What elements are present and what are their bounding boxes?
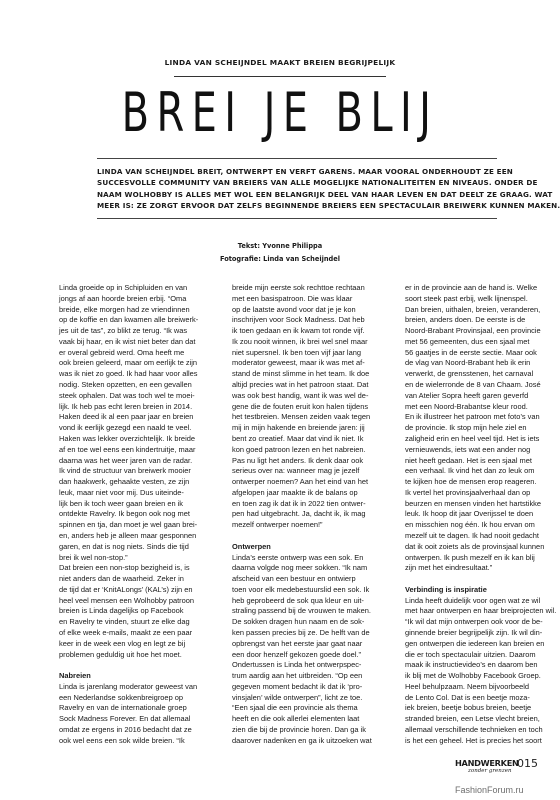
body-line: op de laatste avond voor dat je je kon bbox=[232, 304, 356, 314]
body-line: moderator geweest, maar ik was met af- bbox=[232, 358, 365, 368]
body-line: ik toen gedaan en ik kwam tot ronde vijf. bbox=[232, 326, 365, 336]
body-line: zien die bij de provincie horen. Dan ga ik bbox=[232, 725, 366, 735]
intro-line: NAAM WOLHOBBY IS ALLES MET WOL EEN BELANGRIJK DEEL VAN HAAR LEVEN EN DAT DEELT ZE GRAAG. WAT bbox=[97, 189, 553, 199]
body-line: er overal gebreid werd. Oma heeft me bbox=[59, 347, 185, 357]
body-line: altijd precies wat in het patroon staat. Dat bbox=[232, 380, 369, 390]
body-line: ontwerpen. Ik push mezelf en ik kan blij bbox=[405, 552, 535, 562]
body-line: mezelf ontwerper noemen!” bbox=[232, 520, 323, 530]
body-line: ken passen precies bij ze. De helft van de bbox=[232, 627, 370, 637]
body-line: Linda groeide op in Schipluiden en van bbox=[59, 283, 188, 292]
body-line: garen, en dat is nog niets. Sinds die tijd bbox=[59, 541, 189, 551]
body-line: omdat ze ergens in 2016 bedacht dat ze bbox=[59, 725, 192, 735]
body-line: pen had uitgebracht. Ja, dacht ik, ik mag bbox=[232, 509, 366, 519]
body-line: afgelopen jaar maakte ik de balans op bbox=[232, 487, 358, 497]
body-line: heb geprobeerd de sok qua kleur en uit- bbox=[232, 595, 364, 605]
body-line: met een basispatroon. Die was klaar bbox=[232, 293, 353, 303]
body-line: daarna was het weer jaren van de radar. bbox=[59, 455, 193, 465]
intro-line: LINDA VAN SCHEIJNDEL BREIT, ONTWERPT EN VERFT GARENS. MAAR VOORAL ONDERHOUDT ZE EEN bbox=[97, 167, 513, 176]
body-line: daarover nadenken en ga ik uitzoeken wat bbox=[232, 735, 372, 745]
body-column-3 bbox=[405, 283, 555, 747]
body-line: een Nederlandse sokkenbreigroep op bbox=[59, 692, 184, 702]
body-line: breide, elke morgen had ze vriendinnen bbox=[59, 304, 190, 314]
body-line: keer in de week een vlog en legt ze bij bbox=[59, 638, 186, 648]
body-line: Linda is jarenlang moderator geweest van bbox=[59, 681, 198, 691]
body-line: trum aardig aan het uitbreiden. “Op een bbox=[232, 671, 363, 681]
body-column-1 bbox=[59, 283, 209, 747]
body-line: allemaal verschillende technieken en toch bbox=[405, 725, 543, 735]
credits bbox=[0, 240, 560, 266]
body-line: gen ontwerpen die iedereen kan breien en bbox=[405, 638, 545, 648]
paragraph-gap bbox=[232, 531, 382, 542]
section-heading: Ontwerpen bbox=[232, 541, 271, 551]
body-line: stand de minst slimme in het team. Ik doe bbox=[232, 369, 370, 379]
body-column-2 bbox=[232, 283, 382, 747]
body-line: af en toe wel eens een kindertruitje, maar bbox=[59, 444, 196, 454]
article-title: BREI JE BLIJ bbox=[121, 81, 439, 144]
body-line: toen voor elk medebestuurslid een sok. Ik bbox=[232, 584, 370, 594]
body-line: Linda heeft duidelijk voor ogen wat ze wil bbox=[405, 595, 541, 605]
body-line: afscheid van een bestuur en ontwierp bbox=[232, 574, 356, 584]
body-line: en toen zag ik dat ik in 2022 tien ontwer- bbox=[232, 498, 366, 508]
body-line: met haar ontwerpen en haar breiprojecten wil. bbox=[405, 606, 557, 616]
body-line: verwerkt, de grensstenen, het carnaval bbox=[405, 369, 534, 379]
body-line: op de koffie en dan kwamen alle breiwerk- bbox=[59, 315, 199, 325]
body-line: dat ik ooit zoiets als de provinsjaal kunnen bbox=[405, 541, 545, 551]
body-line: lijk ben ik toch weer gaan breien en ik bbox=[59, 498, 184, 508]
body-line: en de wielerronde de 8 van Chaam. José bbox=[405, 380, 541, 390]
body-line: vaak bij haar, en ik wist niet beter dan dat bbox=[59, 336, 196, 346]
kicker-underline bbox=[174, 76, 386, 77]
body-line: mezelf uit te dagen. Ik had nooit gedacht bbox=[405, 530, 539, 540]
body-line: soort steek past erbij, welk lijnenspel. bbox=[405, 293, 528, 303]
paragraph-gap bbox=[59, 660, 209, 671]
magazine-logo-subtitle: zonder grenzen bbox=[468, 768, 512, 774]
body-line: Haken was lekker overzichtelijk. Ik breide bbox=[59, 433, 195, 443]
body-line: En ik illustreer het patroon met foto’s van bbox=[405, 412, 540, 422]
body-line: serieus over na: wanneer mag je jezelf bbox=[232, 466, 360, 476]
body-line: gene die de fouten eruit kon halen tijdens bbox=[232, 401, 369, 411]
body-line: dan haakwerk, gehaakte vesten, ze zijn bbox=[59, 477, 190, 487]
body-line: breide mijn eerste sok rechttoe rechtaan bbox=[232, 283, 365, 292]
body-line: en misschien nog één. Ik hou ervan om bbox=[405, 520, 535, 530]
body-line: Pas nu ligt het anders. Ik denk daar ook bbox=[232, 455, 364, 465]
body-line: Linda’s eerste ontwerp was een sok. En bbox=[232, 552, 364, 562]
body-line: Ik zou nooit winnen, ik brei wel snel maar bbox=[232, 336, 368, 346]
body-line: “Een sjaal die een provincie als thema bbox=[232, 703, 358, 713]
body-line: leuk. Ik hoop dit jaar Overijssel te doen bbox=[405, 509, 534, 519]
body-line: problemen geduldig uit hoe het moet. bbox=[59, 649, 182, 659]
body-line: het testbreien. Mensen zeiden vaak tegen bbox=[232, 412, 371, 422]
body-line: Ik vertel het provinsjaalverhaal dan op bbox=[405, 487, 531, 497]
body-line: Noord-Brabant Provinsjaal, een provincie bbox=[405, 326, 541, 336]
body-line: heel veel mensen een Wolhobby patroon bbox=[59, 595, 195, 605]
body-line: met 56 gemeenten, dus een sjaal met bbox=[405, 336, 530, 346]
body-line: zaligheid erin en heel veel tijd. Het is iets bbox=[405, 433, 540, 443]
body-line: Dat breien een non-stop bezigheid is, is bbox=[59, 563, 190, 573]
body-line: inschrijven voor Sock Madness. Dat heb bbox=[232, 315, 365, 325]
body-line: Ondertussen is Linda het ontwerpspec- bbox=[232, 660, 362, 670]
body-line: Ik vind de structuur van breiwerk mooier bbox=[59, 466, 191, 476]
body-line: een door henzelf gekozen goede doel.” bbox=[232, 649, 362, 659]
credit-text: Tekst: Yvonne Philippa bbox=[237, 242, 323, 250]
body-line: beurzen en mensen vinden het hartstikke bbox=[405, 498, 542, 508]
body-line: met een Noord-Brabantse kleur rood. bbox=[405, 401, 528, 411]
body-line: ook breien geleerd, maar om eerlijk te zijn bbox=[59, 358, 198, 368]
body-line: de provincie. Ik stop mijn hele ziel en bbox=[405, 423, 527, 433]
body-line: en Ravelry te vinden, stuurt ze elke dag bbox=[59, 617, 190, 627]
section-heading: Nabreien bbox=[59, 671, 91, 681]
body-line: daarna volgde nog meer sokken. “Ik nam bbox=[232, 563, 368, 573]
body-line: Heel behulpzaam. Neem bijvoorbeeld bbox=[405, 681, 530, 691]
body-line: Dan breien, uithalen, breien, veranderen, bbox=[405, 304, 541, 314]
intro-top-rule bbox=[97, 158, 497, 159]
body-line: jes uit de tas”, zo blikt ze terug. “Ik was bbox=[59, 326, 188, 336]
body-line: leuk, maar niet voor mij. Dus uiteinde- bbox=[59, 487, 184, 497]
article-kicker: LINDA VAN SCHEIJNDEL MAAKT BREIEN BEGRIJPELIJK bbox=[164, 58, 396, 67]
body-line: ontdekte Ravelry. Ik begon ook nog met bbox=[59, 509, 190, 519]
body-line: heeft en die ook allerlei elementen laat bbox=[232, 714, 360, 724]
body-line: stranded breien, een Letse vlecht breien, bbox=[405, 714, 540, 724]
body-line: een verhaal. Ik vind het dan zo leuk om bbox=[405, 466, 535, 476]
body-line: steek ophalen. Dat was toch wel te moei- bbox=[59, 390, 195, 400]
intro-line: MEER IS: ZE ZORGT ERVOOR DAT ZELFS BEGINNENDE BREIERS EEN SPECTACULAIR BREIWERK KUNNEN MAKEN. bbox=[97, 200, 560, 210]
body-line: Sock Madness Forever. En dat allemaal bbox=[59, 714, 191, 724]
body-line: niet supersnel. Ik ben toen vijf jaar lang bbox=[232, 347, 361, 357]
body-line: straling passend bij de vrouwen te maken. bbox=[232, 606, 371, 616]
body-line: is het een geheel. Het is precies het soort bbox=[405, 735, 542, 745]
body-line: maak ik instructievideo’s en daarom ben bbox=[405, 660, 538, 670]
body-line: spinnen en tja, dan moet je wel gaan brei- bbox=[59, 520, 198, 530]
body-line: niet anders dan de waarheid. Zeker in bbox=[59, 574, 184, 584]
credit-photo: Fotografie: Linda van Scheijndel bbox=[219, 255, 340, 263]
body-line: kon goed patroon lezen en het nabreien. bbox=[232, 444, 366, 454]
body-line: ontwerper noemen? Aan het eind van het bbox=[232, 477, 369, 487]
body-line: ook wel eens een sok wilde breien. “Ik bbox=[59, 735, 185, 745]
body-line: of elke week e-mails, maakt ze een paar bbox=[59, 628, 193, 637]
body-line: van Atelier Sopra heeft garen geverfd bbox=[405, 390, 529, 400]
body-line: de tijd dat er ‘KnitALongs’ (KAL’s) zijn en bbox=[59, 584, 193, 594]
body-line: de vlag van Noord-Brabant heb ik erin bbox=[405, 358, 531, 368]
body-line: brei ik wel non-stop.” bbox=[59, 552, 128, 562]
body-line: opbrengst van het eerste jaar gaat naar bbox=[232, 638, 363, 648]
body-line: ginnende breier begrijpelijk zijn. Ik wil din- bbox=[405, 627, 543, 637]
intro-line: SUCCESVOLLE COMMUNITY VAN BREIERS VAN ALLE MOGELIJKE NATIONALITEITEN EN NIVEAUS. ONDER DE bbox=[97, 178, 538, 188]
section-heading: Verbinding is inspiratie bbox=[405, 584, 487, 594]
body-line: was ook best handig, want ik was wel de- bbox=[232, 390, 369, 400]
body-line: er in de provincie aan de hand is. Welke bbox=[405, 283, 538, 292]
body-line: Haken deed ik al een paar jaar en breien bbox=[59, 412, 194, 422]
body-line: en, anders heb je alleen maar gesponnen bbox=[59, 530, 197, 540]
body-line: De sokken dragen hun naam en de sok- bbox=[232, 617, 365, 627]
body-line: de Lento Col. Dat is een beetje moza- bbox=[405, 692, 530, 702]
body-line: vernieuwends, iets wat een ander nog bbox=[405, 444, 531, 454]
intro-bottom-rule bbox=[97, 218, 497, 219]
watermark: FashionForum.ru bbox=[455, 785, 524, 795]
body-line: zijn met het eindresultaat.” bbox=[405, 563, 493, 573]
body-line: niet heeft gedaan. Het is een sjaal met bbox=[405, 455, 532, 465]
body-line: “Ik wil dat mijn ontwerpen ook voor de be- bbox=[405, 617, 543, 627]
body-line: iek breien, beetje bobus breien, beetje bbox=[405, 703, 532, 713]
body-line: nodig. Steken opzetten, en een gevallen bbox=[59, 380, 192, 390]
magazine-logo: HANDWERKEN bbox=[455, 758, 519, 768]
page-number: 015 bbox=[517, 757, 538, 770]
body-line: gegeven moment bedacht ik dat ik ‘pro- bbox=[232, 681, 363, 691]
body-line: die er toch spectaculair uitzien. Daarom bbox=[405, 649, 536, 659]
intro-lead bbox=[97, 166, 560, 211]
body-line: lijk. Ik heb pas echt leren breien in 2014. bbox=[59, 401, 193, 411]
body-line: jongs af aan hoorde breien erbij. “Oma bbox=[59, 293, 187, 303]
body-line: bent zo creatief. Maar dat vind ik niet. Ik bbox=[232, 433, 364, 443]
body-line: breien, anders doen. De eerste is de bbox=[405, 315, 526, 325]
paragraph-gap bbox=[405, 574, 555, 585]
body-line: was ik niet zo goed. Ik had haar voor alles bbox=[59, 369, 198, 379]
body-line: mij in mijn hakende en breiende jaren: jij bbox=[232, 423, 365, 433]
body-line: vinsjalen’ wilde ontwerpen”, licht ze toe. bbox=[232, 692, 363, 702]
body-line: vond ik eerlijk gezegd een naald te veel. bbox=[59, 423, 192, 433]
body-line: Ravelry en van de internationale groep bbox=[59, 703, 187, 713]
body-line: ik blij met de Wolhobby Facebook Groep. bbox=[405, 671, 541, 681]
body-line: 56 gaatjes in de eerste sectie. Maar ook bbox=[405, 347, 537, 357]
body-line: breien is Linda dagelijks op Facebook bbox=[59, 606, 184, 616]
body-line: te kijken hoe de mensen erop reageren. bbox=[405, 477, 537, 487]
